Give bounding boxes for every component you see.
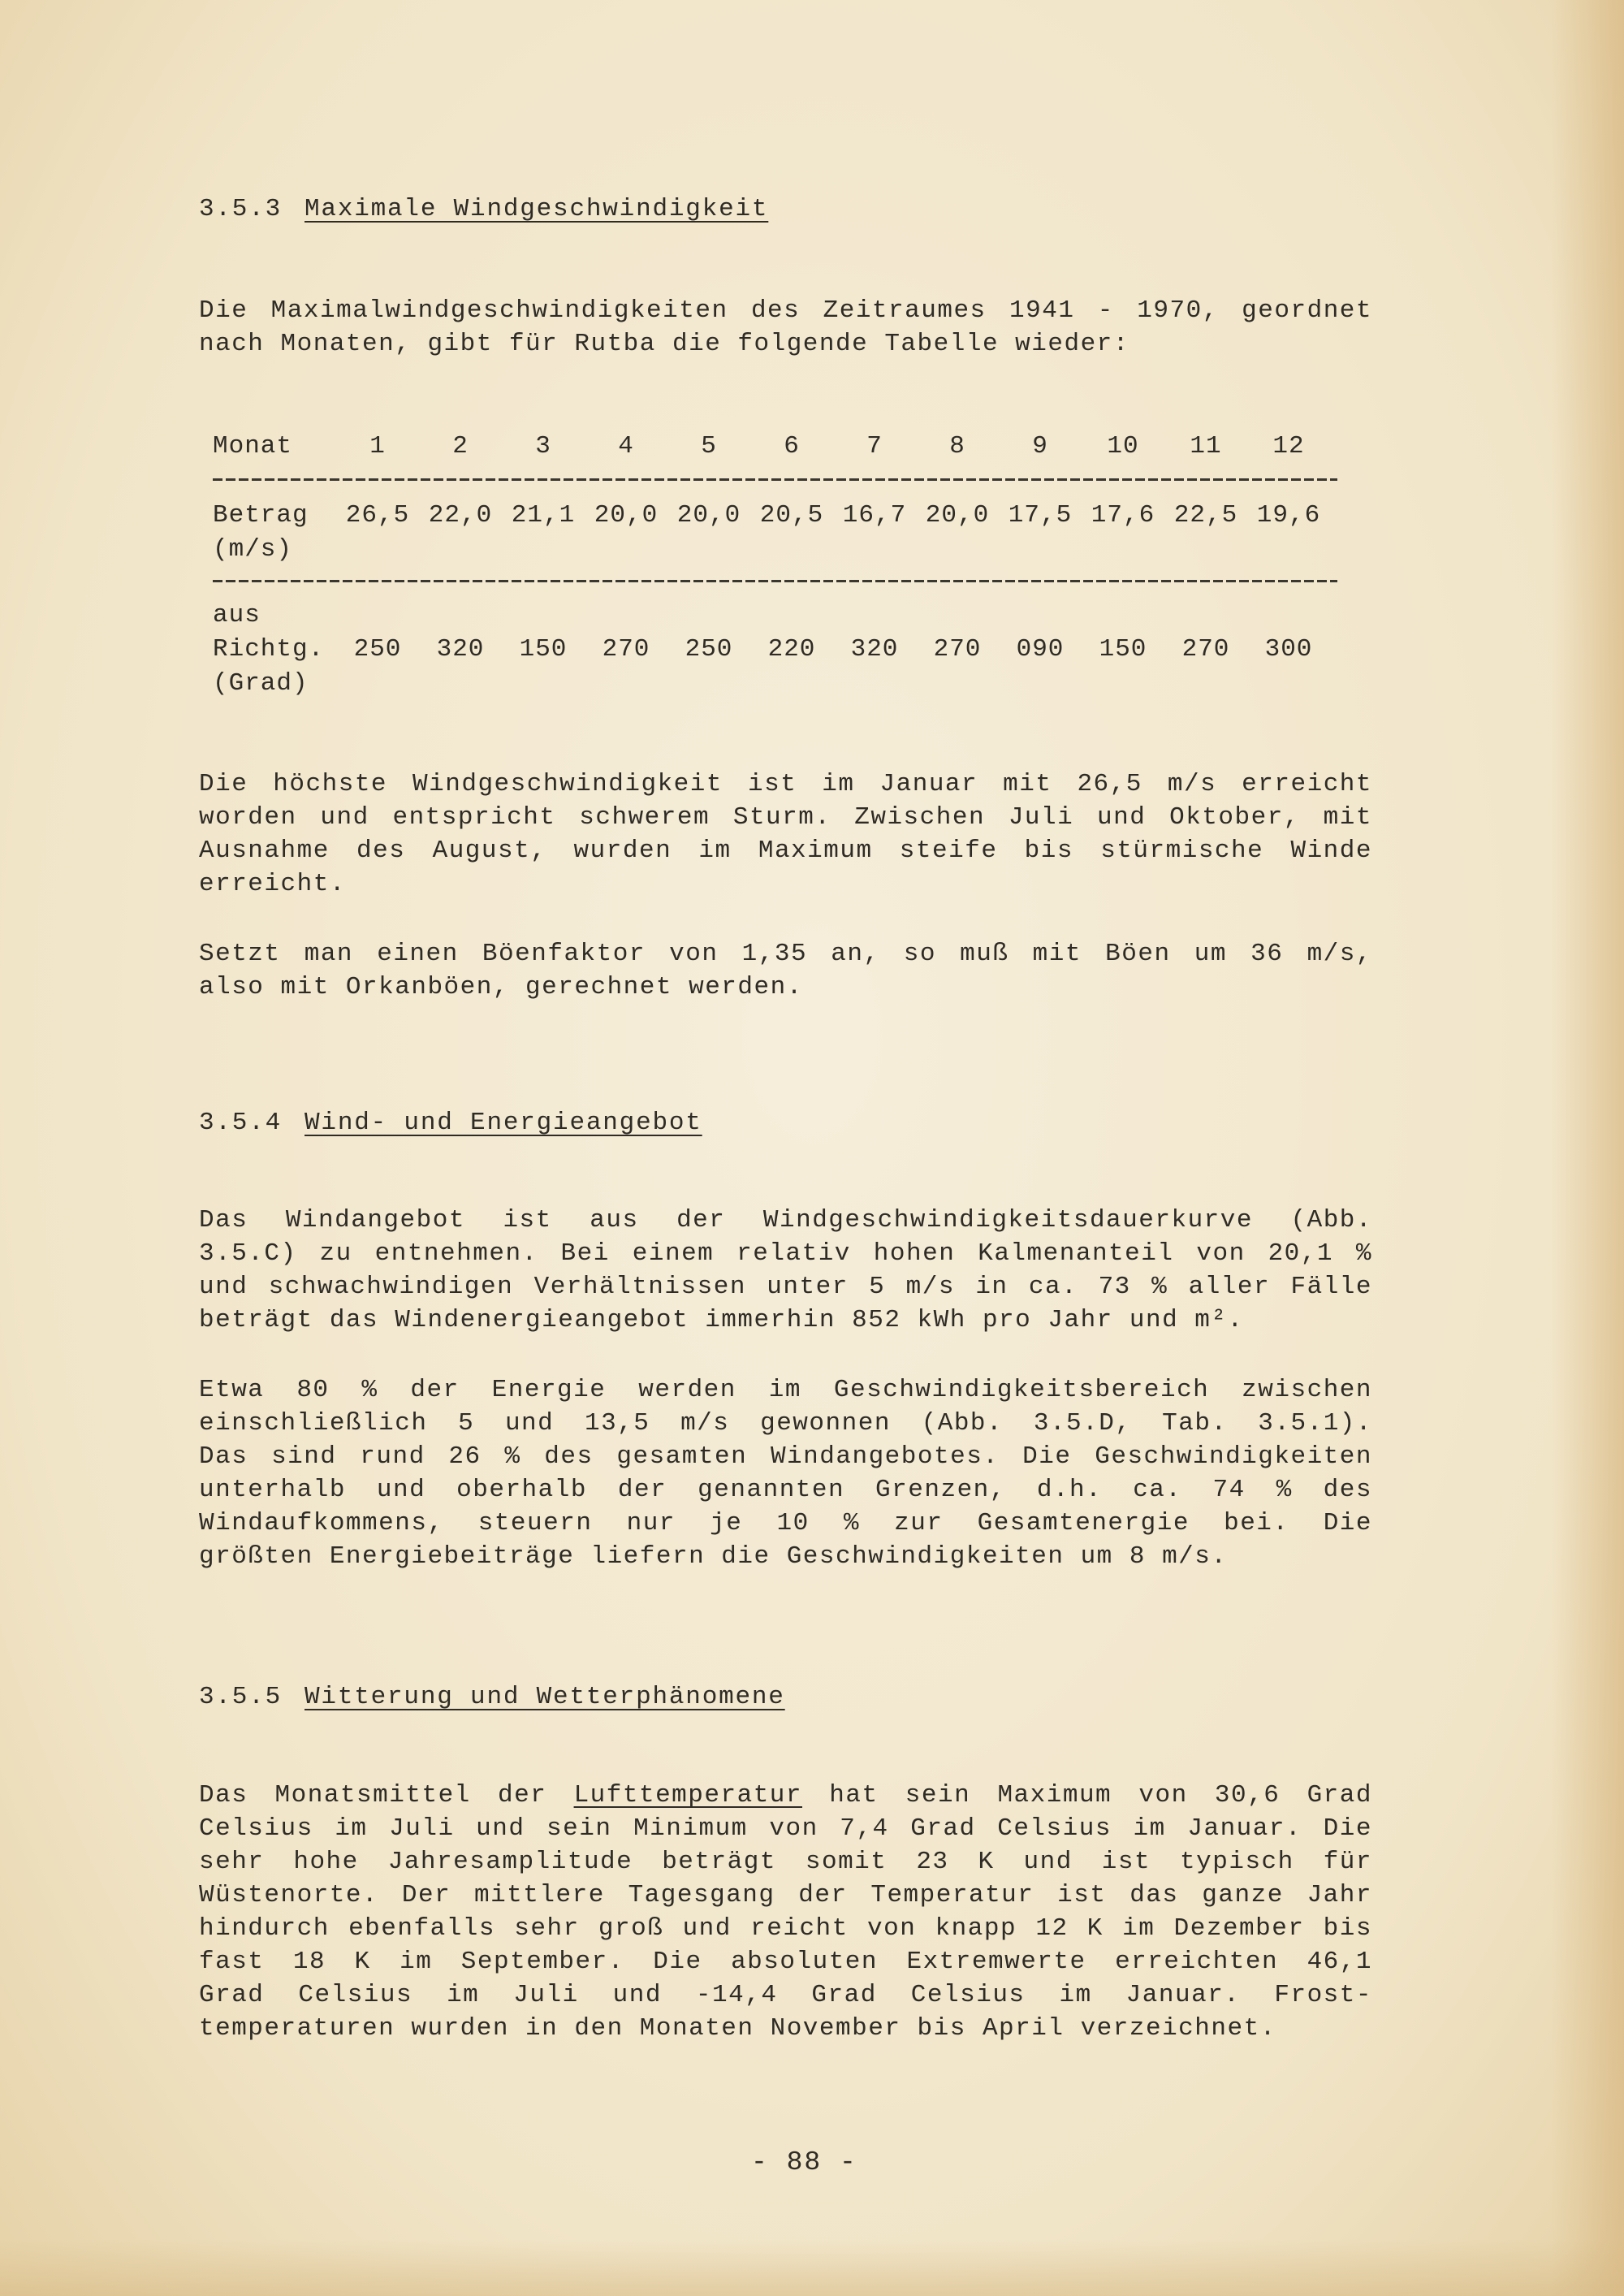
value-cell: 20,5 [759,501,824,530]
text-line: also mit Orkanböen, gerechnet werden. [199,973,803,1001]
paper-edge-shade [1551,0,1624,2296]
text-line: und schwachwindigen Verhältnissen unter 5 m/s in ca. 73 % aller Fälle [199,1273,1372,1301]
value-cell: 19,6 [1256,501,1321,530]
value-cell: 270 [933,635,982,664]
page-number: - 88 - [751,2147,857,2177]
section-number: 3.5.3 [199,195,283,223]
section-title: Maximale Windgeschwindigkeit [304,195,769,223]
value-cell: 21,1 [511,501,576,530]
text-line: temperaturen wurden in den Monaten November bis April verzeichnet. [199,2014,1276,2043]
month-cell: 3 [535,432,551,460]
text-line: Wüstenorte. Der mittlere Tagesgang der Temperatur ist das ganze Jahr [199,1881,1372,1909]
section-title: Witterung und Wetterphänomene [304,1683,785,1711]
value-cell: 17,5 [1008,501,1073,530]
month-cell: 4 [618,432,634,460]
text-line [199,1779,1372,1812]
value-cell: 16,7 [842,501,907,530]
text-line: nach Monaten, gibt für Rutba die folgende Tabelle wieder: [199,330,1129,358]
text-line: unterhalb und oberhalb der genannten Grenzen, d.h. ca. 74 % des [199,1476,1372,1504]
text-line: fast 18 K im September. Die absoluten Extremwerte erreichten 46,1 [199,1948,1372,1976]
paragraph [199,1373,1372,1573]
value-cell: 250 [353,635,402,664]
section-heading-3-5-5 [199,1683,785,1711]
text-line: beträgt das Windenergieangebot immerhin 852 kWh pro Jahr und m². [199,1306,1244,1334]
text-fragment: hat sein Maximum von 30,6 Grad [829,1781,1372,1810]
section-number: 3.5.4 [199,1109,283,1137]
unit-label: (m/s) [213,535,293,564]
section-title: Wind- und Energieangebot [304,1109,702,1137]
value-cell: 320 [850,635,899,664]
text-line: Celsius im Juli und sein Minimum von 7,4 Grad Celsius im Januar. Die [199,1814,1372,1843]
value-cell: 270 [1181,635,1230,664]
month-cell: 12 [1272,432,1305,460]
month-cell: 5 [701,432,717,460]
text-line: Windaufkommens, steuern nur je 10 % zur Gesamtenergie bei. Die [199,1509,1372,1537]
text-line: Ausnahme des August, wurden im Maximum steife bis stürmische Winde [199,837,1372,865]
text-line: hindurch ebenfalls sehr groß und reicht von knapp 12 K im Dezember bis [199,1914,1372,1943]
month-cell: 10 [1107,432,1139,460]
text-line: erreicht. [199,870,346,898]
paragraph [199,767,1372,901]
text-line: Setzt man einen Böenfaktor von 1,35 an, so muß mit Böen um 36 m/s, [199,940,1372,968]
unit-label: (Grad) [213,669,309,698]
value-cell: 320 [436,635,485,664]
intro-paragraph [199,294,1372,361]
paragraph [199,937,1372,1004]
value-cell: 300 [1264,635,1313,664]
section-heading-3-5-3 [199,195,768,223]
text-fragment: Das Monatsmittel der [199,1781,547,1810]
section-heading-3-5-4 [199,1109,702,1137]
text-line: Das Windangebot ist aus der Windgeschwindigkeitsdauerkurve (Abb. [199,1206,1372,1234]
header-label: Monat [213,432,293,460]
text-line: worden und entspricht schwerem Sturm. Zwischen Juli und Oktober, mit [199,803,1372,832]
value-cell: 20,0 [676,501,741,530]
table-divider [213,478,1337,481]
text-line: Die höchste Windgeschwindigkeit ist im Januar mit 26,5 m/s erreicht [199,770,1372,798]
value-cell: 150 [1099,635,1147,664]
text-line: sehr hohe Jahresamplitude beträgt somit 23 K und ist typisch für [199,1848,1372,1876]
text-line: einschließlich 5 und 13,5 m/s gewonnen (Abb. 3.5.D, Tab. 3.5.1). [199,1409,1372,1438]
paper-bottom-shade [0,2239,1624,2296]
row-label: Betrag [213,501,309,530]
month-cell: 2 [452,432,469,460]
row-label: Richtg. [213,635,325,664]
month-cell: 1 [369,432,386,460]
text-line: Grad Celsius im Juli und -14,4 Grad Celsius im Januar. Frost- [199,1981,1372,2009]
month-cell: 8 [949,432,965,460]
table-divider [213,580,1337,582]
value-cell: 220 [767,635,816,664]
text-line: 3.5.C) zu entnehmen. Bei einem relativ hohen Kalmenanteil von 20,1 % [199,1239,1372,1268]
value-cell: 20,0 [925,501,990,530]
value-cell: 090 [1016,635,1065,664]
value-cell: 250 [685,635,733,664]
month-cell: 7 [866,432,883,460]
text-line: Etwa 80 % der Energie werden im Geschwindigkeitsbereich zwischen [199,1376,1372,1404]
section-number: 3.5.5 [199,1683,283,1711]
value-cell: 22,5 [1173,501,1238,530]
month-cell: 11 [1190,432,1222,460]
paragraph [199,1779,1372,2045]
paragraph [199,1204,1372,1337]
month-cell: 6 [784,432,800,460]
month-cell: 9 [1032,432,1048,460]
text-line: Die Maximalwindgeschwindigkeiten des Zeitraumes 1941 - 1970, geordnet [199,296,1372,325]
value-cell: 17,6 [1091,501,1155,530]
row-prelabel: aus [213,601,261,629]
value-cell: 26,5 [345,501,410,530]
value-cell: 22,0 [428,501,493,530]
underlined-term: Lufttemperatur [573,1781,803,1810]
value-cell: 150 [519,635,568,664]
text-line: Das sind rund 26 % des gesamten Windangebotes. Die Geschwindigkeiten [199,1442,1372,1471]
value-cell: 20,0 [594,501,659,530]
text-line: größten Energiebeiträge liefern die Geschwindigkeiten um 8 m/s. [199,1542,1228,1571]
value-cell: 270 [602,635,650,664]
